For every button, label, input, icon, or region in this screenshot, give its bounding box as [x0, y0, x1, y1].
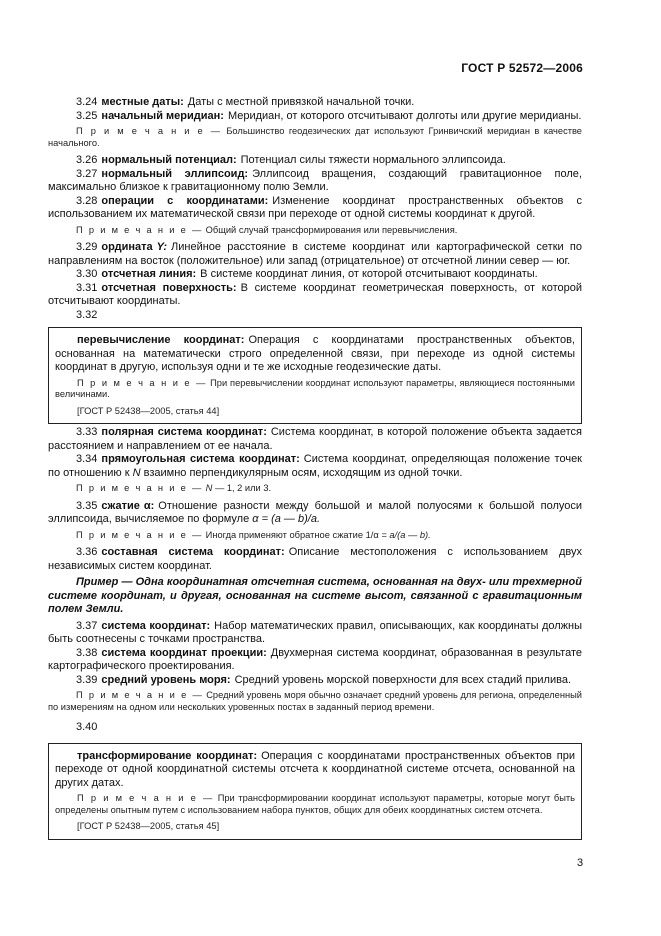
document-header: ГОСТ Р 52572—2006 [461, 61, 583, 75]
term-3-30: 3.30 отсчетная линия: В системе координат линия, от которой отсчитывают координаты. [76, 268, 538, 280]
note-3-28: П р и м е ч а н и е — Общий случай трансформирования или перевычисления. [76, 224, 458, 235]
term-3-37: 3.37 система координат: Набор математических правил, описывающих, как координаты должны быть соотнесены с точками пространства. [48, 619, 583, 645]
term-3-25: 3.25 начальный меридиан: Меридиан, от которого отсчитывают долготы или другие меридианы. [76, 109, 582, 122]
note-3-34: П р и м е ч а н и е — N — 1, 2 или 3. [76, 483, 272, 493]
term-3-39: 3.39 средний уровень моря: Средний уровень морской поверхности для всех стадий прилива. [76, 673, 572, 686]
term-3-28: 3.28 операции с координатами: Изменение координат пространственных объектов с использованием их математической связи при переходе от одной системы координат к другой. [48, 194, 582, 220]
term-3-33: 3.33 полярная система координат: Система координат, в которой положение объекта задается расстоянием и направлением от ее начала. [48, 426, 582, 452]
box2-reference: [ГОСТ Р 52438—2005, статья 45] [77, 821, 220, 831]
term-3-24: 3.24 местные даты: Даты с местной привязкой начальной точки. [76, 96, 415, 108]
term-3-34: 3.34 прямоугольная система координат: Система координат, определяющая положение точек по отношению к N взаимно перпендикулярным осям, исходящим из одной точки. [48, 453, 582, 479]
term-3-35: 3.35 сжатие α: Отношение разности между большой и малой полуосями к большой полуоси эллипсоида, вычисляемое по формуле α = (a — b)/a. [48, 499, 582, 525]
box1-definition: перевычисление координат: Операция с координатами пространственных объектов, основанная на математически строго определенной связи, при переходе из одной системы координат в другую, используя одни и те же исходные геодезические даты. [55, 334, 575, 373]
document-body [48, 96, 582, 842]
term-3-32-number: 3.32 [76, 308, 98, 321]
box1-reference: [ГОСТ Р 52438—2005, статья 44] [77, 405, 220, 416]
note-3-35: П р и м е ч а н и е — Иногда применяют обратное сжатие 1/α = a/(a — b). [76, 529, 431, 540]
box2-note: П р и м е ч а н и е — При трансформировании координат используют параметры, которые могут быть определены опытным путем с использованием набора пунктов, общих для обеих координатных систем отсчета. [55, 793, 575, 815]
term-3-31: 3.31 отсчетная поверхность: В системе координат геометрическая поверхность, от которой отсчитывают координаты. [48, 281, 582, 307]
note-3-25: П р и м е ч а н и е — Большинство геодезических дат используют Гринвичский меридиан в качестве начального. [48, 126, 582, 148]
term-3-29: 3.29 ордината Y: Линейное расстояние в системе координат или картографической сетки по направлениям на восток (положительное) или запад (отрицательное) от отсчетной линии север — юг. [48, 241, 582, 267]
term-3-36: 3.36 составная система координат: Описание местоположения с использованием двух независимых систем координат. [48, 546, 583, 572]
term-3-26: 3.26 нормальный потенциал: Потенциал силы тяжести нормального эллипсоида. [76, 154, 506, 166]
example-paragraph: Пример — Одна координатная отсчетная система, основанная на двух- или трехмерной системе координат, и другая, основанная на системе высот, связанной с гравитационным полем Земли. [48, 576, 582, 615]
term-3-40-number: 3.40 [76, 721, 98, 733]
framed-definition-box-1 [48, 327, 582, 424]
framed-definition-box-2 [48, 743, 582, 840]
box1-note: П р и м е ч а н и е — При перевычислении координат используют параметры, являющиеся постоянными величинами. [55, 377, 576, 399]
note-3-39: П р и м е ч а н и е — Средний уровень моря обычно означает средний уровень для региона, определенный по измерениям на одном или нескольких уровенных постах в заданный период времени. [48, 690, 582, 712]
box2-definition: трансформирование координат: Операция с координатами пространственных объектов при переходе от одной координатной системы отсчета к координатной системе отсчета, основанной на других датах. [55, 749, 576, 789]
page-number: 3 [577, 857, 584, 869]
term-3-38: 3.38 система координат проекции: Двухмерная система координат, образованная в результате картографического проектирования. [48, 646, 582, 672]
term-3-27: 3.27 нормальный эллипсоид: Эллипсоид вращения, создающий гравитационное поле, максимально близкое к гравитационному полю Земли. [48, 167, 582, 193]
